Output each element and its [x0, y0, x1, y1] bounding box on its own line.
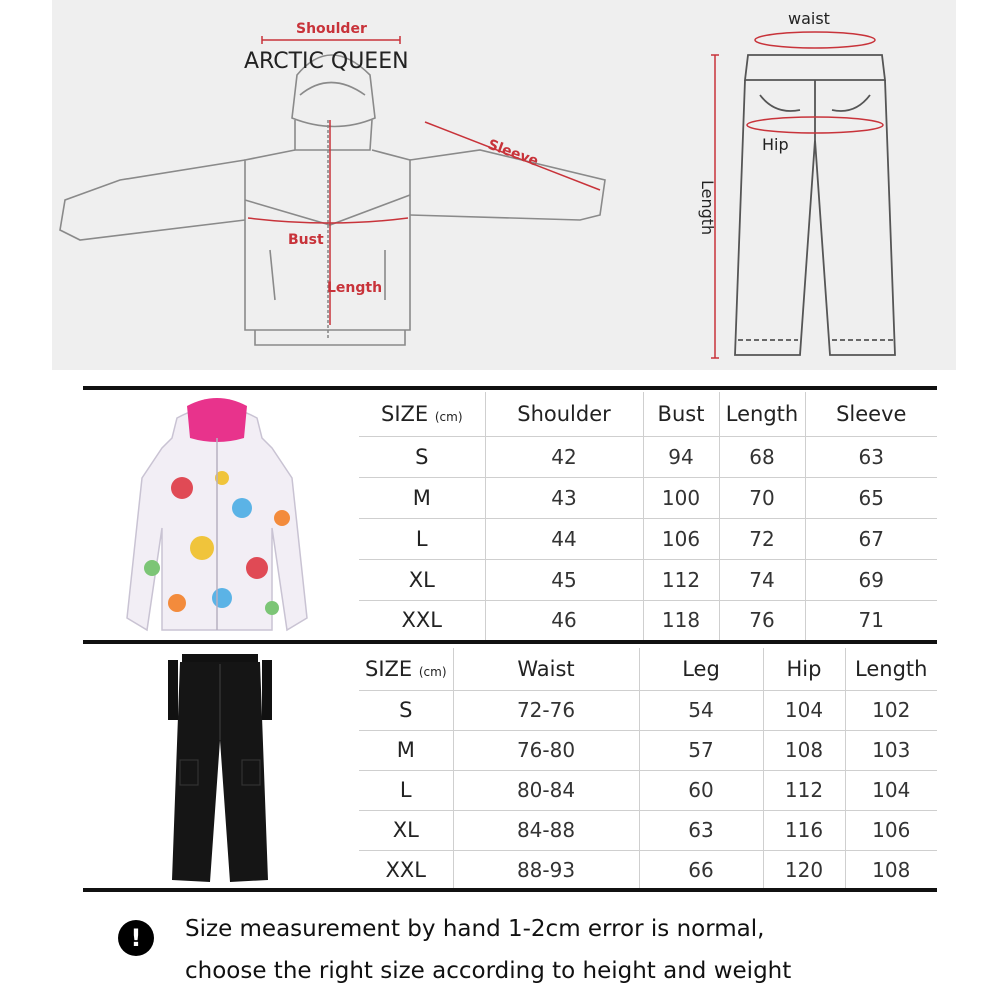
- leg-cell: 63: [639, 810, 763, 850]
- table-header-row: [359, 648, 937, 690]
- sleeve-cell: 63: [805, 436, 937, 477]
- size-cell: XL: [359, 559, 485, 600]
- size-cell: XL: [359, 810, 453, 850]
- size-cell: M: [359, 730, 453, 770]
- pants-outline-drawing: [735, 55, 895, 355]
- size-cell: M: [359, 477, 485, 518]
- jacket-outline-drawing: [60, 55, 605, 345]
- pants-size-table: [359, 648, 937, 890]
- table-row: [359, 559, 937, 600]
- bust-cell: 100: [643, 477, 719, 518]
- length-header: Length: [845, 648, 937, 690]
- length-cell: 68: [719, 436, 805, 477]
- waist-label: waist: [788, 9, 830, 28]
- bust-cell: 118: [643, 600, 719, 640]
- size-header: SIZE (cm): [359, 648, 453, 690]
- table-row: [359, 690, 937, 730]
- length-cell: 74: [719, 559, 805, 600]
- table-row: [359, 518, 937, 559]
- jacket-size-table: [359, 392, 937, 640]
- jacket-product-image: [122, 398, 312, 634]
- waist-cell: 88-93: [453, 850, 639, 890]
- shoulder-cell: 46: [485, 600, 643, 640]
- sleeve-cell: 67: [805, 518, 937, 559]
- waist-header: Waist: [453, 648, 639, 690]
- bust-cell: 94: [643, 436, 719, 477]
- size-cell: L: [359, 770, 453, 810]
- note-line-2: choose the right size according to height and weight: [185, 958, 792, 984]
- leg-cell: 57: [639, 730, 763, 770]
- divider-line: [83, 888, 937, 892]
- shoulder-cell: 45: [485, 559, 643, 600]
- length-cell: 72: [719, 518, 805, 559]
- jacket-length-label: Length: [327, 280, 383, 296]
- bust-cell: 112: [643, 559, 719, 600]
- waist-cell: 72-76: [453, 690, 639, 730]
- leg-cell: 60: [639, 770, 763, 810]
- length-cell: 70: [719, 477, 805, 518]
- size-cell: XXL: [359, 600, 485, 640]
- sleeve-cell: 69: [805, 559, 937, 600]
- size-header: SIZE (cm): [359, 392, 485, 436]
- size-cell: S: [359, 690, 453, 730]
- size-cell: XXL: [359, 850, 453, 890]
- measurement-diagram: [0, 0, 1001, 370]
- shoulder-header: Shoulder: [485, 392, 643, 436]
- hip-label: Hip: [762, 135, 789, 154]
- waist-cell: 84-88: [453, 810, 639, 850]
- bust-header: Bust: [643, 392, 719, 436]
- size-cell: L: [359, 518, 485, 559]
- waist-cell: 76-80: [453, 730, 639, 770]
- sleeve-cell: 65: [805, 477, 937, 518]
- length-cell: 108: [845, 850, 937, 890]
- table-header-row: [359, 392, 937, 436]
- length-cell: 103: [845, 730, 937, 770]
- table-row: [359, 850, 937, 890]
- divider-line: [83, 640, 937, 644]
- bust-label: Bust: [288, 232, 324, 248]
- jacket-measure-lines: [248, 36, 600, 325]
- leg-cell: 66: [639, 850, 763, 890]
- pants-product-image: [160, 650, 280, 886]
- leg-header: Leg: [639, 648, 763, 690]
- table-row: [359, 477, 937, 518]
- sleeve-header: Sleeve: [805, 392, 937, 436]
- divider-line: [83, 386, 937, 390]
- pants-length-label: Length: [698, 180, 717, 236]
- hip-cell: 120: [763, 850, 845, 890]
- length-header: Length: [719, 392, 805, 436]
- length-cell: 104: [845, 770, 937, 810]
- shoulder-label: Shoulder: [296, 21, 367, 37]
- waist-cell: 80-84: [453, 770, 639, 810]
- hip-cell: 108: [763, 730, 845, 770]
- length-cell: 106: [845, 810, 937, 850]
- table-row: [359, 810, 937, 850]
- sleeve-label: Sleeve: [485, 136, 541, 170]
- sleeve-cell: 71: [805, 600, 937, 640]
- shoulder-cell: 43: [485, 477, 643, 518]
- brand-label: ARCTIC QUEEN: [244, 49, 409, 74]
- hip-cell: 116: [763, 810, 845, 850]
- exclamation-icon: !: [118, 920, 154, 956]
- table-row: [359, 730, 937, 770]
- table-row: [359, 770, 937, 810]
- hip-header: Hip: [763, 648, 845, 690]
- bust-cell: 106: [643, 518, 719, 559]
- shoulder-cell: 44: [485, 518, 643, 559]
- hip-cell: 112: [763, 770, 845, 810]
- length-cell: 102: [845, 690, 937, 730]
- shoulder-cell: 42: [485, 436, 643, 477]
- note-line-1: Size measurement by hand 1-2cm error is normal,: [185, 916, 765, 942]
- length-cell: 76: [719, 600, 805, 640]
- table-row: [359, 436, 937, 477]
- table-row: [359, 600, 937, 640]
- leg-cell: 54: [639, 690, 763, 730]
- size-cell: S: [359, 436, 485, 477]
- hip-cell: 104: [763, 690, 845, 730]
